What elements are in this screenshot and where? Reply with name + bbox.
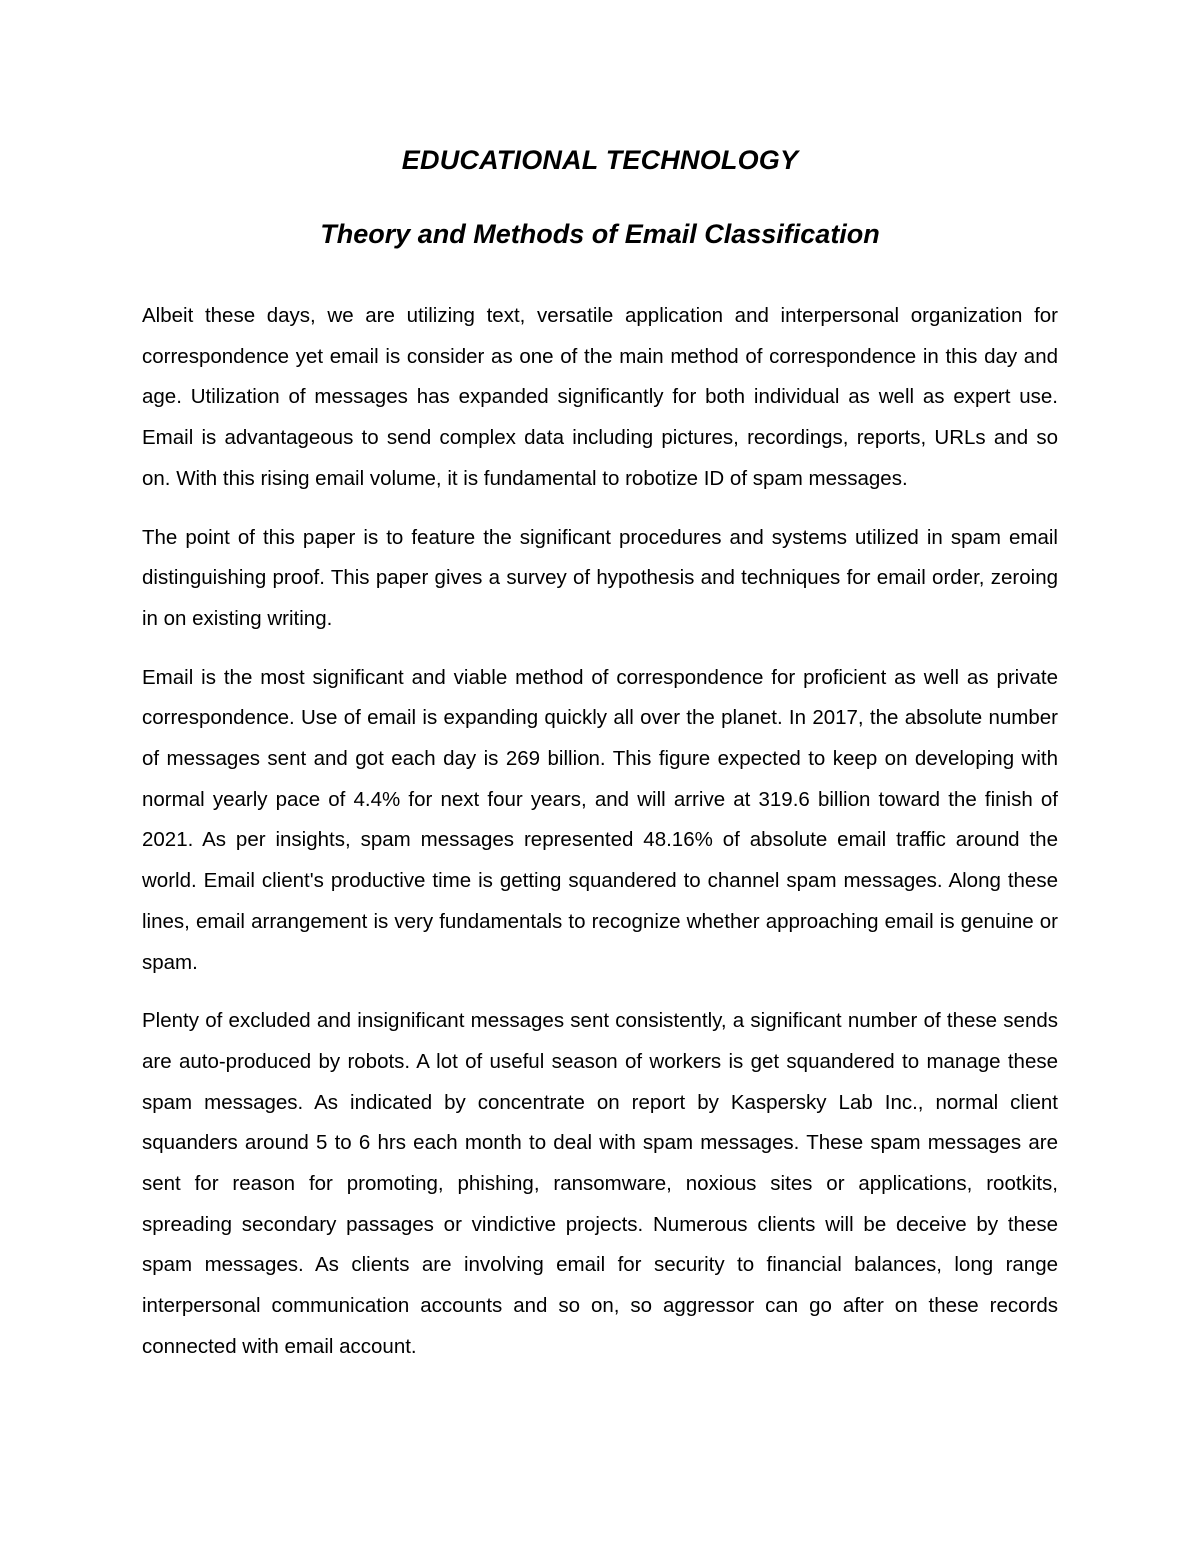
document-title: EDUCATIONAL TECHNOLOGY [401, 145, 799, 175]
paragraph-2: The point of this paper is to feature the significant procedures and systems utilized in spam email distinguishing proof. This paper gives a survey of hypothesis and techniques for email order, zeroing in on existing writing. [142, 525, 1058, 630]
document-page [142, 140, 1058, 1368]
paragraph-3: Email is the most significant and viable method of correspondence for proficient as well as private correspondence. Use of email is expanding quickly all over the planet. In 2017, the absolute number of messages sent and got each day is 269 billion. This figure expected to keep on developing with normal yearly pace of 4.4% for next four years, and will arrive at 319.6 billion toward the finish of 2021. As per insights, spam messages represented 48.16% of absolute email traffic around the world. Email client's productive time is getting squandered to channel spam messages. Along these lines, email arrangement is very fundamentals to recognize whether approaching email is genuine or spam. [142, 665, 1058, 974]
document-subtitle: Theory and Methods of Email Classification [320, 219, 880, 249]
paragraph-1: Albeit these days, we are utilizing text, versatile application and interpersonal organization for correspondence yet email is consider as one of the main method of correspondence in this day and age. Utilization of messages has expanded significantly for both individual as well as expert use. Email is advantageous to send complex data including pictures, recordings, reports, URLs and so on. With this rising email volume, it is fundamental to robotize ID of spam messages. [142, 304, 1058, 490]
paragraph-4: Plenty of excluded and insignificant messages sent consistently, a significant number of these sends are auto-produced by robots. A lot of useful season of workers is get squandered to manage these spam messages. As indicated by concentrate on report by Kaspersky Lab Inc., normal client squanders around 5 to 6 hrs each month to deal with spam messages. These spam messages are sent for reason for promoting, phishing, ransomware, noxious sites or applications, rootkits, spreading secondary passages or vindictive projects. Numerous clients will be deceive by these spam messages. As clients are involving email for security to financial balances, long range interpersonal communication accounts and so on, so aggressor can go after on these records connected with email account. [142, 1009, 1058, 1358]
